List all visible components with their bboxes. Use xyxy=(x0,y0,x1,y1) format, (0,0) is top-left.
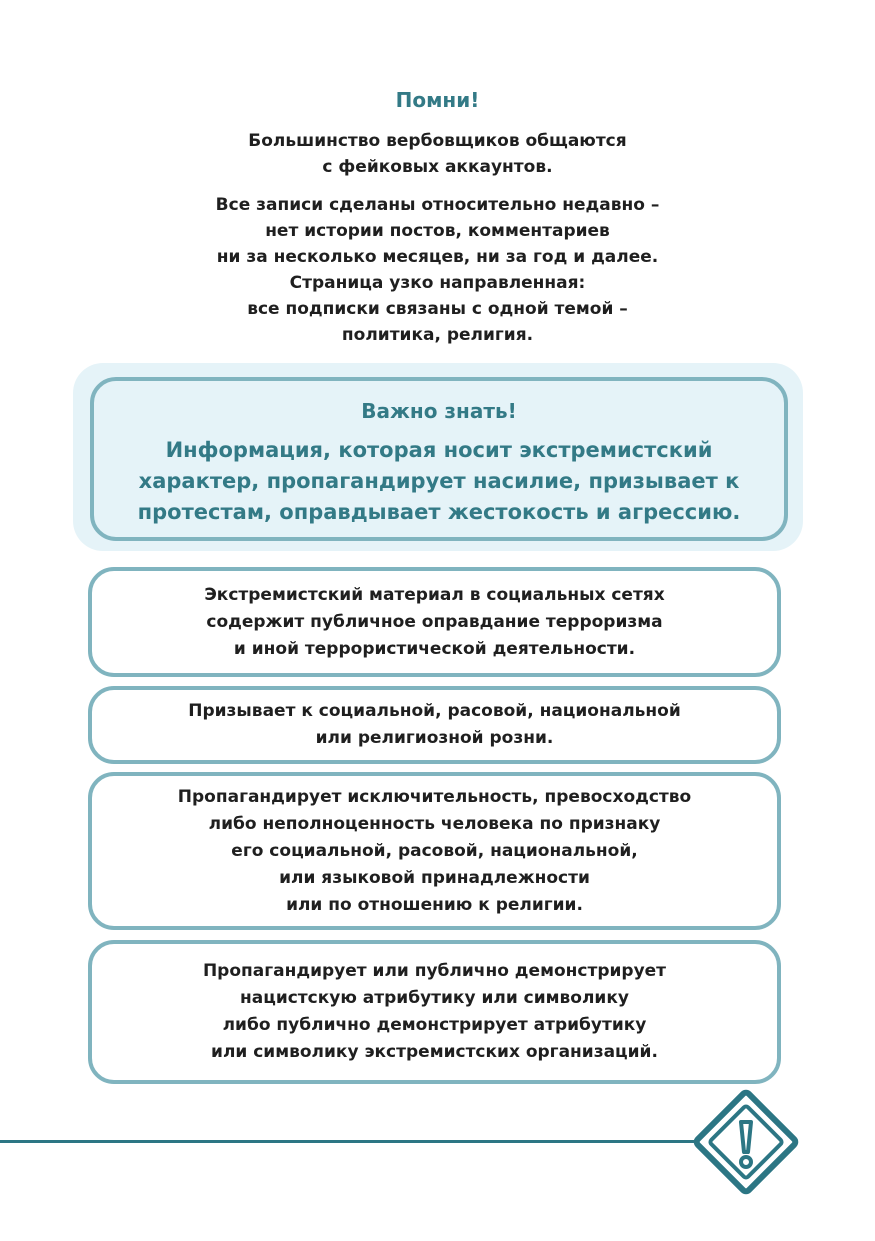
important-text xyxy=(94,435,784,528)
text-line: или религиозной розни. xyxy=(315,728,554,748)
text-line: или символику экстремистских организаций. xyxy=(211,1042,658,1062)
text-line: Экстремистский материал в социальных сетях xyxy=(204,584,665,605)
text-line: Призывает к социальной, расовой, национальной xyxy=(188,701,681,721)
info-card-1 xyxy=(88,567,781,677)
text-line: Все записи сделаны относительно недавно – xyxy=(215,195,660,215)
text-line: протестам, оправдывает жестокость и агрессию. xyxy=(137,500,741,524)
text-line: Информация, которая носит экстремистский xyxy=(165,438,713,462)
text-line: его социальной, расовой, национальной, xyxy=(231,840,638,861)
text-line: нет истории постов, комментариев xyxy=(265,221,610,241)
text-line: или языковой принадлежности xyxy=(279,867,590,888)
remember-section xyxy=(100,86,775,360)
text-line: либо неполноценность человека по признаку xyxy=(208,813,661,834)
text-line: Пропагандирует исключительность, превосходство xyxy=(177,786,692,807)
important-title: Важно знать! xyxy=(361,399,517,423)
text-line: содержит публичное оправдание терроризма xyxy=(206,611,663,632)
bottom-divider xyxy=(0,1140,700,1143)
text-line: характер, пропагандирует насилие, призывает к xyxy=(138,469,740,493)
text-line: политика, религия. xyxy=(341,325,534,345)
text-line: все подписки связаны с одной темой – xyxy=(247,299,628,319)
info-card-text xyxy=(204,582,664,663)
text-line: Страница узко направленная: xyxy=(289,273,586,293)
text-line: либо публично демонстрирует атрибутику xyxy=(222,1015,647,1035)
text-line: ни за несколько месяцев, ни за год и далее. xyxy=(216,247,659,267)
info-card-4 xyxy=(88,940,781,1084)
text-line: или по отношению к религии. xyxy=(286,894,583,915)
info-card-text xyxy=(188,698,681,752)
info-card-text xyxy=(203,958,666,1066)
info-card-text xyxy=(178,784,691,919)
remember-title: Помни! xyxy=(395,88,480,112)
text-line: нацистскую атрибутику или символику xyxy=(240,988,629,1008)
info-card-2 xyxy=(88,686,781,764)
remember-paragraph-1 xyxy=(100,128,775,180)
text-line: и иной террористической деятельности. xyxy=(233,638,636,659)
remember-paragraph-2 xyxy=(100,192,775,348)
text-line: Большинство вербовщиков общаются xyxy=(248,131,627,151)
warning-diamond-icon xyxy=(690,1086,802,1198)
text-line: с фейковых аккаунтов. xyxy=(322,157,553,177)
important-panel xyxy=(90,377,788,541)
info-card-3 xyxy=(88,772,781,930)
text-line: Пропагандирует или публично демонстрирует xyxy=(202,961,667,981)
